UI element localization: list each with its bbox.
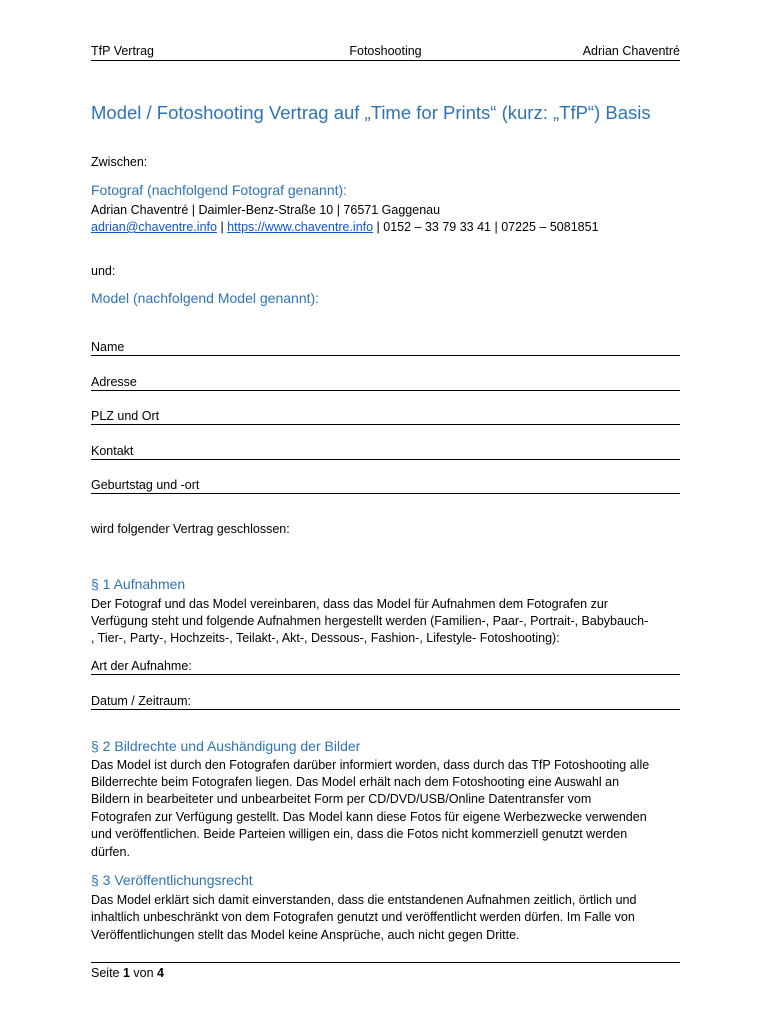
photographer-heading: Fotograf (nachfolgend Fotograf genannt): — [91, 182, 348, 198]
header-center: Fotoshooting — [349, 44, 422, 58]
section2-line: Bilderrechte beim Fotografen liegen. Das Model erhält nach dem Fotoshooting eine Auswahl an — [91, 775, 620, 789]
field-date-period[interactable] — [91, 692, 680, 710]
email-link[interactable]: adrian@chaventre.info — [91, 220, 217, 234]
section1-line: Der Fotograf und das Model vereinbaren, dass das Model für Aufnahmen dem Fotografen zur — [91, 597, 608, 611]
section2-line: Bildern in bearbeiteter und unbearbeitet Form per CD/DVD/USB/Online Datentransfer vom — [91, 792, 592, 806]
page-header — [91, 44, 680, 61]
model-heading: Model (nachfolgend Model genannt): — [91, 290, 320, 306]
and-label: und: — [91, 264, 116, 278]
model-field-name[interactable] — [91, 338, 680, 356]
header-right: Adrian Chaventré — [582, 44, 680, 58]
field-label: Adresse — [91, 375, 137, 389]
contract-concluded-text: wird folgender Vertrag geschlossen: — [91, 522, 290, 536]
section2-heading: § 2 Bildrechte und Aushändigung der Bilder — [91, 738, 361, 754]
photographer-address: Adrian Chaventré | Daimler-Benz-Straße 10 | 76571 Gaggenau — [91, 203, 441, 217]
header-left: TfP Vertrag — [91, 44, 154, 58]
contact-separator: | — [216, 220, 228, 234]
section2-line: und veröffentlichen. Beide Parteien willigen ein, dass die Fotos nicht kommerziell genutzt werden — [91, 827, 628, 841]
model-field-birth[interactable] — [91, 476, 680, 494]
footer-divider — [91, 962, 680, 963]
field-label: Geburtstag und -ort — [91, 478, 200, 492]
section1-line: , Tier-, Party-, Hochzeits-, Teilakt-, Akt-, Dessous-, Fashion-, Lifestyle- Fotoshooting): — [91, 631, 560, 645]
website-link[interactable]: https://www.chaventre.info — [227, 220, 374, 234]
field-shoot-type[interactable] — [91, 657, 680, 675]
section1-heading: § 1 Aufnahmen — [91, 576, 186, 592]
footer-middle: von — [129, 966, 158, 980]
section2-line: dürfen. — [91, 845, 130, 859]
section2-line: Fotografen zur Verfügung gestellt. Das Model kann diese Fotos für eigene Werbezwecke verwenden — [91, 810, 647, 824]
model-field-zip-city[interactable] — [91, 407, 680, 425]
phone-numbers: | 0152 – 33 79 33 41 | 07225 – 5081851 — [373, 220, 599, 234]
photographer-contact — [91, 219, 680, 237]
field-label: PLZ und Ort — [91, 409, 160, 423]
model-field-address[interactable] — [91, 373, 680, 391]
footer-prefix: Seite — [91, 966, 123, 980]
footer-total-pages: 4 — [157, 966, 164, 980]
section2-line: Das Model ist durch den Fotografen darüber informiert worden, dass durch das TfP Fotoshooting alle — [91, 758, 650, 772]
section1-line: Verfügung steht und folgende Aufnahmen hergestellt werden (Familien-, Paar-, Portrait-, Babybauch- — [91, 614, 649, 628]
field-label: Name — [91, 340, 125, 354]
section3-heading: § 3 Veröffentlichungsrecht — [91, 872, 253, 888]
document-title: Model / Fotoshooting Vertrag auf „Time for Prints“ (kurz: „TfP“) Basis — [91, 102, 651, 123]
between-label: Zwischen: — [91, 155, 148, 169]
field-label: Kontakt — [91, 444, 134, 458]
section3-line: inhaltlich unbeschränkt von dem Fotografen genutzt und veröffentlicht werden dürfen. Im Falle von — [91, 910, 635, 924]
footer-current-page: 1 — [122, 966, 130, 980]
section3-line: Veröffentlichungen stellt das Model keine Ansprüche, auch nicht gegen Dritte. — [91, 928, 520, 942]
field-label: Datum / Zeitraum: — [91, 694, 192, 708]
section3-line: Das Model erklärt sich damit einverstanden, dass die entstandenen Aufnahmen zeitlich, örtlich und — [91, 893, 637, 907]
field-label: Art der Aufnahme: — [91, 659, 192, 673]
page-footer — [91, 966, 164, 980]
model-field-contact[interactable] — [91, 442, 680, 460]
